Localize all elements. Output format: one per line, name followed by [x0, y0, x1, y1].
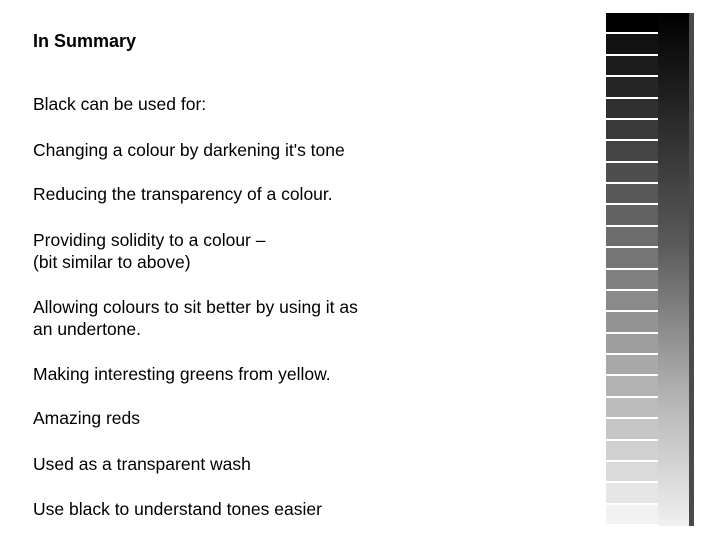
summary-point-8: Use black to understand tones easier	[33, 499, 322, 519]
tone-swatch	[606, 291, 658, 310]
tone-swatch	[606, 248, 658, 267]
tone-swatch	[606, 56, 658, 75]
tone-swatch	[606, 184, 658, 203]
tone-swatch	[606, 270, 658, 289]
tone-swatch	[606, 441, 658, 460]
summary-point-4-line-1: Allowing colours to sit better by using it as	[33, 297, 358, 317]
tone-swatch	[606, 376, 658, 395]
summary-point-7: Used as a transparent wash	[33, 454, 251, 474]
summary-point-6: Amazing reds	[33, 408, 140, 428]
tone-swatch	[606, 312, 658, 331]
tone-swatch	[606, 227, 658, 246]
summary-point-3-line-1: Providing solidity to a colour –	[33, 230, 266, 250]
tone-swatch	[606, 505, 658, 524]
tone-swatch	[606, 163, 658, 182]
tone-swatch	[606, 462, 658, 481]
summary-point-3-line-2: (bit similar to above)	[33, 252, 191, 272]
tone-scale-strip	[606, 13, 658, 526]
tone-swatch	[606, 120, 658, 139]
tone-swatch	[606, 334, 658, 353]
tone-swatch	[606, 483, 658, 502]
tone-swatch	[606, 99, 658, 118]
tone-swatch	[606, 205, 658, 224]
tone-swatch	[606, 398, 658, 417]
tone-swatch	[606, 34, 658, 53]
tone-swatch	[606, 77, 658, 96]
summary-point-2: Reducing the transparency of a colour.	[33, 184, 333, 204]
tone-strip-edge	[689, 13, 694, 526]
tone-swatch	[606, 355, 658, 374]
summary-point-4-line-2: an undertone.	[33, 319, 142, 339]
intro-text: Black can be used for:	[33, 94, 207, 114]
slide-title: In Summary	[33, 31, 137, 51]
summary-point-1: Changing a colour by darkening it's tone	[33, 140, 345, 160]
tone-swatch	[606, 141, 658, 160]
summary-point-5: Making interesting greens from yellow.	[33, 364, 331, 384]
tone-swatch	[606, 419, 658, 438]
tone-swatch	[606, 13, 658, 32]
